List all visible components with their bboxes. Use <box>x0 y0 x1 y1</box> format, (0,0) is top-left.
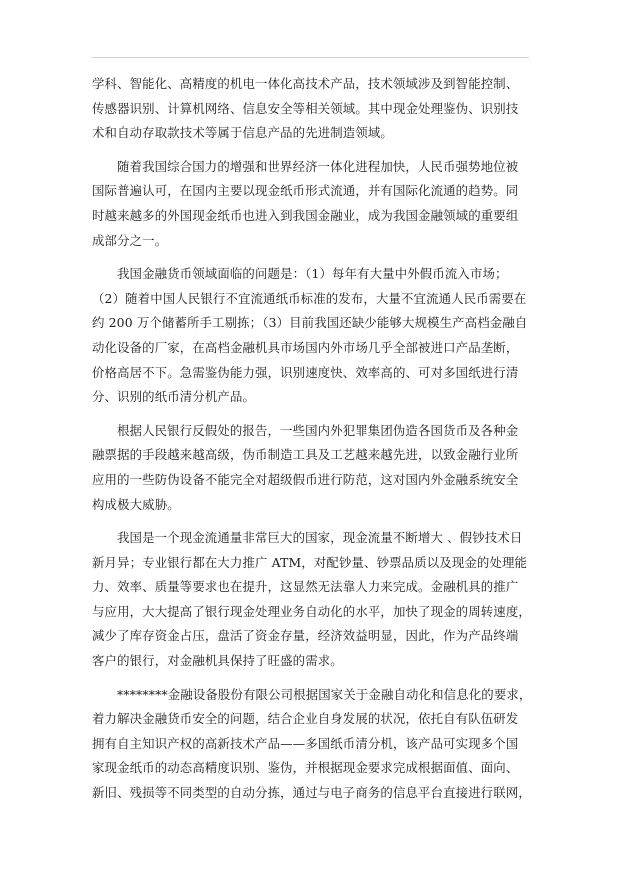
text-line: 国际普遍认可，在国内主要以现金纸币形式流通，并有国际化流通的趋势。同 <box>92 183 519 199</box>
text-line: 价格高居不下。急需鉴伪能力强，识别速度快、效率高的、可对多国纸进行清 <box>92 364 519 380</box>
header-rule <box>92 57 529 58</box>
paragraph-6 <box>92 683 532 806</box>
paragraph-3 <box>92 262 532 410</box>
text-line: 拥有自主知识产权的高新技术产品——多国纸币清分机，该产品可实现多个国 <box>92 735 519 751</box>
text-line: 分、识别的纸币清分机产品。 <box>92 389 256 405</box>
text-line: 减少了库存资金占压，盘活了资金存量，经济效益明显，因此，作为产品终端 <box>92 628 519 644</box>
paragraph-5 <box>92 526 532 674</box>
text-line: 力、效率、质量等要求也在提升，这显然无法靠人力来完成。金融机具的推广 <box>92 579 519 595</box>
text-line: 传感器识别、计算机网络、信息安全等相关领域。其中现金处理鉴伪、识别技 <box>92 100 519 116</box>
text-line: 动化设备的厂家，在高档金融机具市场国内外市场几乎全部被进口产品垄断， <box>92 339 519 355</box>
document-body <box>92 72 532 815</box>
text-line: ********金融设备股份有限公司根据国家关于金融自动化和信息化的要求， <box>117 686 532 702</box>
text-line: 融票据的手段越来越高级，伪币制造工具及工艺越来越先进，以致金融行业所 <box>92 447 519 463</box>
text-line: 应用的一些防伪设备不能完全对超级假币进行防范，这对国内外金融系统安全 <box>92 471 519 487</box>
text-line: 新旧、残损等不同类型的自动分拣，通过与电子商务的信息平台直接进行联网， <box>92 785 531 801</box>
text-line: 我国金融货币领域面临的问题是：（1）每年有大量中外假币流入市场； <box>117 266 508 282</box>
text-line: （2）随着中国人民银行不宜流通纸币标准的发布，大量不宜流通人民币需要在 <box>92 290 527 306</box>
text-line: 学科、智能化、高精度的机电一体化高技术产品，技术领域涉及到智能控制、 <box>92 76 519 91</box>
text-line: 成部分之一。 <box>92 232 168 248</box>
text-line: 随着我国综合国力的增强和世界经济一体化进程加快，人民币强势地位被 <box>117 158 519 174</box>
text-line: 时越来越多的外国现金纸币也进入到我国金融业，成为我国金融领域的重要组 <box>92 207 519 223</box>
paragraph-2 <box>92 155 532 253</box>
paragraph-4 <box>92 419 532 517</box>
text-line: 着力解决金融货币安全的问题，结合企业自身发展的状况，依托自有队伍研发 <box>92 711 519 727</box>
text-line: 客户的银行，对金融机具保持了旺盛的需求。 <box>92 653 343 669</box>
text-line: 根据人民银行反假处的报告，一些国内外犯罪集团伪造各国货币及各种金 <box>117 422 519 438</box>
text-line: 新月异；专业银行都在大力推广 ATM，对配钞量、钞票品质以及现金的处理能 <box>92 554 528 570</box>
text-line: 构成极大威胁。 <box>92 496 180 512</box>
text-line: 家现金纸币的动态高精度识别、鉴伪，并根据现金要求完成根据面值、面向、 <box>92 760 519 776</box>
paragraph-1 <box>92 72 532 146</box>
text-line: 与应用，大大提高了银行现金处理业务自动化的水平，加快了现金的周转速度， <box>92 603 531 619</box>
text-line: 我国是一个现金流通量非常巨大的国家，现金流量不断增大 、假钞技术日 <box>117 530 523 546</box>
text-line: 术和自动存取款技术等属于信息产品的先进制造领域。 <box>92 125 393 141</box>
text-line: 约 200 万个储蓄所手工剔拣；（3）目前我国还缺少能够大规模生产高档金融自 <box>92 315 528 331</box>
